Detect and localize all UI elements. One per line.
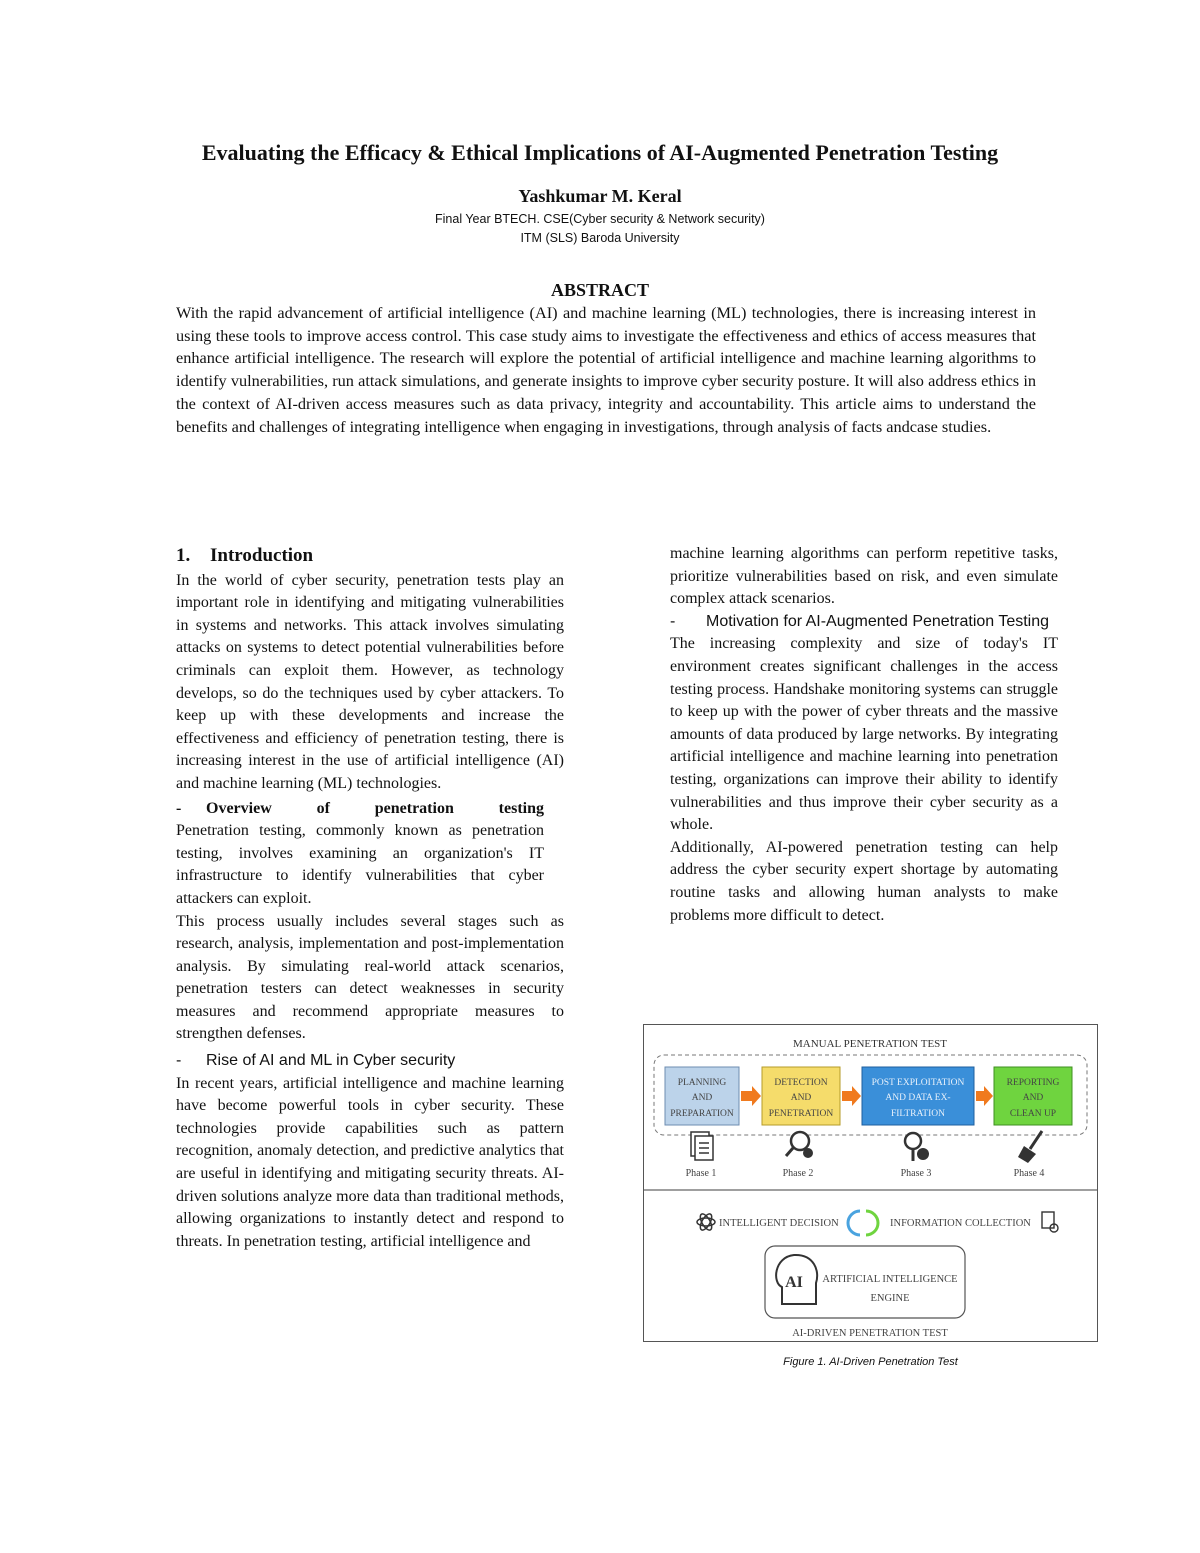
intro-paragraph: In the world of cyber security, penetration tests play an important role in identifying and mitigating vulnerabilities in systems and networks. This attack involves simulating attacks on systems to detect potential vulnerabilities before criminals can exploit them. However, as technology develops, so do the techniques used by cyber attackers. To keep up with these developments and increase the effectiveness and efficiency of penetration testing, there is increasing interest in the use of artificial intelligence (AI) and machine learning (ML) technologies. [176, 571, 564, 792]
rise-of-ai-paragraph: In recent years, artificial intelligence and machine learning have become powerful tools in cyber security. These technologies provide capabilities such as pattern recognition, anomaly detection, and predictive analytics that are useful in identifying and mitigating security threats. AI-driven solutions analyze more data than traditional methods, allowing organizations to instantly detect and respond to threats. In penetration testing, artificial intelligence and [176, 1074, 564, 1250]
phase-2-label: Phase 2 [782, 1168, 814, 1179]
stage-3-line-3: FILTRATION [890, 1109, 946, 1119]
subsection-title: Overview of penetration testing [206, 799, 544, 817]
subsection-title: Rise of AI and ML in Cyber security [206, 1052, 456, 1070]
section-heading-introduction [176, 545, 564, 568]
continued-paragraph: machine learning algorithms can perform repetitive tasks, prioritize vulnerabilities based on risk, and even simulate complex attack scenarios. [670, 545, 1058, 608]
figure-caption: Figure 1. AI-Driven Penetration Test [783, 1356, 958, 1368]
author-name: Yashkumar M. Keral [518, 186, 682, 206]
arrow-2-to-3-icon [842, 1086, 861, 1106]
ai-badge: AI [785, 1274, 803, 1291]
overview-paragraph-2: This process usually includes several stages such as research, analysis, implementation and post-implementation analysis. By simulating real-world attack scenarios, penetration testers can detect weaknesses in security measures and recommend appropriate measures to strengthen defenses. [176, 912, 564, 1043]
ai-driven-test-label: AI-DRIVEN PENETRATION TEST [792, 1328, 948, 1339]
stage-1-line-3: PREPARATION [670, 1109, 734, 1119]
intelligent-decision-label: INTELLIGENT DECISION [719, 1218, 839, 1229]
figure-ai-driven-penetration-test [643, 1024, 1098, 1342]
abstract-heading: ABSTRACT [550, 280, 650, 300]
stage-3-line-1: POST EXPLOITATION [871, 1078, 965, 1088]
section-number: 1. [176, 545, 191, 566]
phase-1-label: Phase 1 [685, 1168, 717, 1179]
search-document-icon [1042, 1212, 1058, 1232]
manual-test-label: MANUAL PENETRATION TEST [793, 1038, 947, 1050]
subsection-title: Motivation for AI-Augmented Penetration Testing [706, 612, 1050, 630]
phase-4-label: Phase 4 [1013, 1168, 1045, 1179]
subsection-dash: - [176, 799, 182, 817]
stage-4-line-2: AND [1022, 1093, 1044, 1103]
subsection-dash: - [176, 1052, 182, 1070]
bug-search-icon [786, 1132, 813, 1158]
arrow-1-to-2-icon [741, 1086, 761, 1106]
stage-3-line-2: AND DATA EX- [885, 1093, 951, 1103]
atom-icon [697, 1212, 715, 1232]
abstract-text: With the rapid advancement of artificial intelligence (AI) and machine learning (ML) technologies, there is increasing interest in using these tools to improve access control. This case study aims to investigate the effectiveness and ethics of access measures that enhance artificial intelligence. The research will explore the potential of artificial intelligence and machine learning algorithms to identify vulnerabilities, run attack simulations, and generate insights to improve cyber security posture. It will also address ethics in the context of AI-driven access measures such as data privacy, integrity and accountability. This article aims to understand the benefits and challenges of integrating intelligence when engaging in investigations, through analysis of facts andcase studies. [176, 303, 1036, 436]
motivation-paragraph-1: The increasing complexity and size of today's IT environment creates significant challenges in the access testing process. Handshake monitoring systems can struggle to keep up with the power of cyber threats and the massive amounts of data produced by large networks. By integrating artificial intelligence and machine learning into penetration testing, organizations can improve their ability to identify vulnerabilities and thus improve their cyber security as a whole. [670, 635, 1058, 834]
stage-1-line-2: AND [691, 1093, 713, 1103]
stage-4-line-1: REPORTING [1006, 1078, 1060, 1088]
author-affiliation-university: ITM (SLS) Baroda University [520, 231, 680, 245]
stage-2-line-3: PENETRATION [768, 1109, 834, 1119]
engine-line-2: ENGINE [870, 1293, 910, 1304]
phase-3-label: Phase 3 [900, 1168, 932, 1179]
stage-2-line-1: DETECTION [774, 1078, 828, 1088]
cycle-arrows-icon [848, 1211, 878, 1235]
left-column [176, 545, 564, 1253]
author-affiliation-program: Final Year BTECH. CSE(Cyber security & Network security) [435, 212, 765, 226]
subsection-heading-overview [176, 798, 544, 821]
motivation-paragraph-2: Additionally, AI-powered penetration testing can help address the cyber security expert shortage by automating routine tasks and allowing human analysts to make problems more difficult to detect. [670, 838, 1058, 924]
stage-2-line-2: AND [790, 1093, 812, 1103]
key-lock-icon [905, 1133, 929, 1161]
subsection-heading-motivation [670, 611, 1058, 634]
arrow-3-to-4-icon [976, 1086, 993, 1106]
subsection-heading-rise-of-ai [176, 1050, 564, 1073]
stage-4-line-3: CLEAN UP [1009, 1109, 1057, 1119]
information-collection-label: INFORMATION COLLECTION [890, 1218, 1031, 1229]
figure-diagram [644, 1025, 1097, 1341]
document-icon [691, 1132, 713, 1160]
overview-paragraph-1: Penetration testing, commonly known as penetration testing, involves examining an organization's IT infrastructure to identify vulnerabilities that cyber attackers can exploit. [176, 822, 544, 907]
stage-1-line-1: PLANNING [677, 1078, 727, 1088]
section-title: Introduction [210, 545, 314, 566]
broom-icon [1018, 1131, 1042, 1163]
right-column [670, 543, 1058, 927]
subsection-dash: - [670, 612, 676, 630]
engine-line-1: ARTIFICIAL INTELLIGENCE [822, 1274, 958, 1285]
paper-title: Evaluating the Efficacy & Ethical Implications of AI-Augmented Penetration Testing [201, 140, 999, 165]
